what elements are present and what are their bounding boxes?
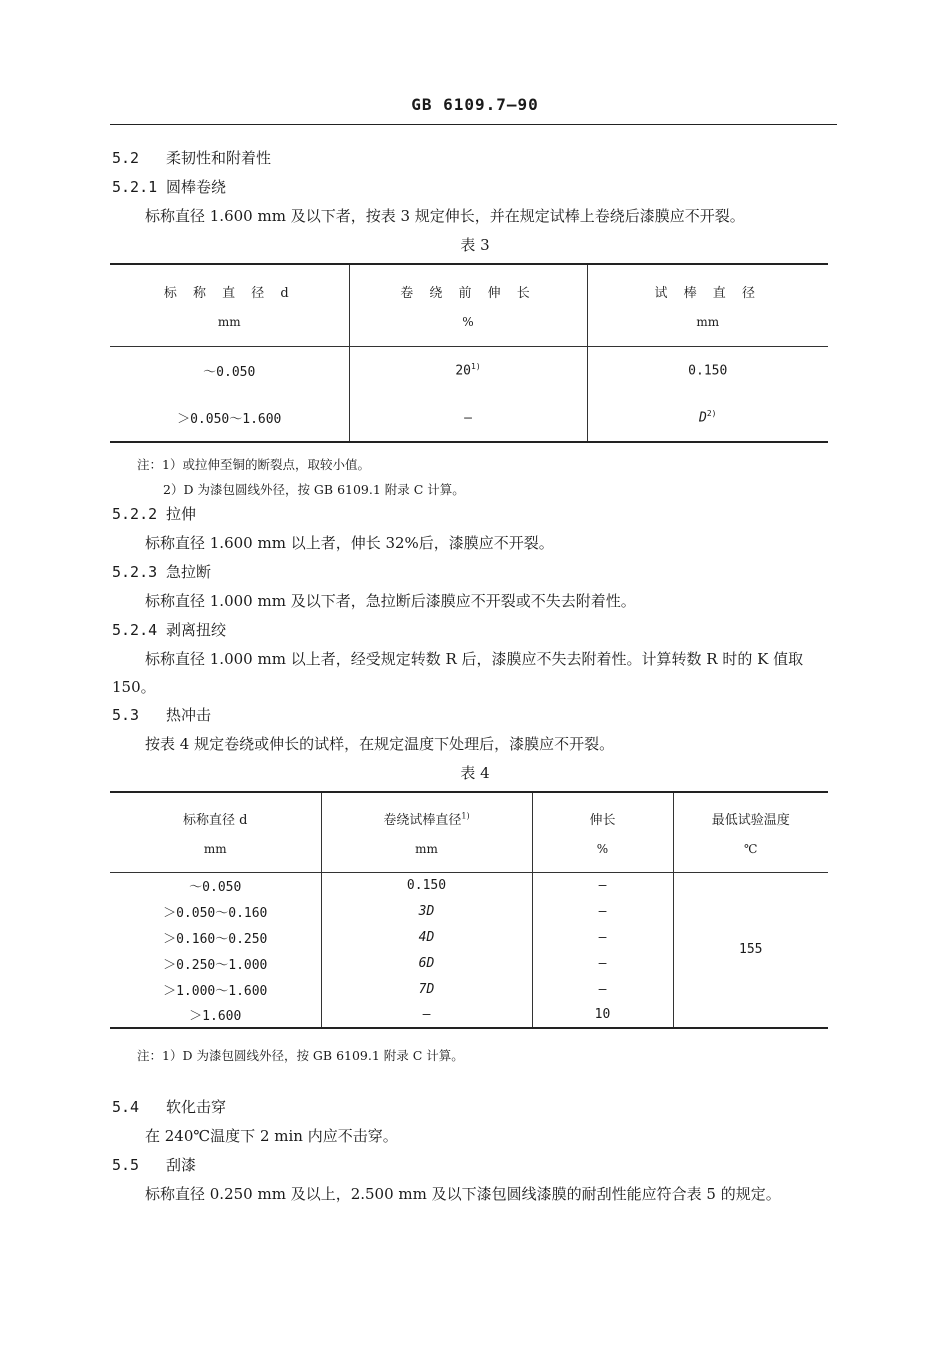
temperature-cell: 155 bbox=[673, 872, 828, 1028]
section-title: 圆棒卷绕 bbox=[166, 178, 227, 196]
rod-diameter-cell: — bbox=[321, 1002, 532, 1028]
section-5-2-3 bbox=[112, 562, 211, 582]
section-5-3 bbox=[112, 705, 211, 725]
elongation-cell: — bbox=[532, 976, 673, 1002]
header-cell: 标称直径 d mm bbox=[110, 792, 321, 872]
table-3-note-1: 注：1）或拉伸至铜的断裂点，取较小值。 bbox=[137, 457, 370, 472]
table-4-note: 注：1）D 为漆包圆线外径，按 GB 6109.1 附录 C 计算。 bbox=[137, 1048, 464, 1063]
elongation-cell: — bbox=[532, 898, 673, 924]
diameter-cell: ＞1.600 bbox=[189, 1009, 242, 1024]
rod-diameter-cell: 0.150 bbox=[321, 872, 532, 898]
section-5-3-text: 按表 4 规定卷绕或伸长的试样，在规定温度下处理后，漆膜应不开裂。 bbox=[145, 735, 615, 753]
section-5-2-3-text: 标称直径 1.000 mm 及以下者，急拉断后漆膜应不开裂或不失去附着性。 bbox=[145, 592, 636, 610]
standard-code-header: GB 6109.7—90 bbox=[411, 95, 539, 114]
table-row bbox=[110, 346, 828, 394]
table-4-caption: 表 4 bbox=[460, 764, 490, 782]
rod-diameter-cell: 4D bbox=[321, 924, 532, 950]
section-title: 软化击穿 bbox=[166, 1098, 227, 1116]
elongation-cell: 20$^{1)}$ bbox=[349, 346, 587, 394]
section-number: 5.2.3 bbox=[112, 563, 158, 581]
section-5-2-4-text-cont: 150。 bbox=[112, 678, 156, 696]
header-cell: 最低试验温度 ℃ bbox=[673, 792, 828, 872]
section-5-5-text: 标称直径 0.250 mm 及以上，2.500 mm 及以下漆包圆线漆膜的耐刮性能应符合表 5 的规定。 bbox=[145, 1185, 781, 1203]
header-cell: 标 称 直 径 d mm bbox=[110, 264, 349, 346]
table-3 bbox=[110, 263, 828, 443]
elongation-cell: — bbox=[532, 950, 673, 976]
table-row bbox=[110, 872, 828, 898]
section-number: 5.2 bbox=[112, 149, 140, 167]
header-rule bbox=[110, 124, 837, 125]
section-5-4 bbox=[112, 1097, 226, 1117]
section-5-2-2-text: 标称直径 1.600 mm 以上者，伸长 32%后，漆膜应不开裂。 bbox=[145, 534, 554, 552]
section-5-5 bbox=[112, 1155, 196, 1175]
section-title: 剥离扭绞 bbox=[166, 621, 227, 639]
diameter-cell: ～0.050 bbox=[189, 879, 242, 895]
diameter-cell: ＞0.050～0.160 bbox=[163, 905, 268, 921]
section-5-2-4 bbox=[112, 620, 226, 640]
rod-diameter-cell: 3D bbox=[321, 898, 532, 924]
rod-diameter-cell: 6D bbox=[321, 950, 532, 976]
header-cell: 试 棒 直 径 mm bbox=[587, 264, 828, 346]
section-5-2-1 bbox=[112, 177, 226, 197]
section-5-2-4-text: 标称直径 1.000 mm 以上者，经受规定转数 R 后，漆膜应不失去附着性。计算转数 R 时的 K 值取 bbox=[145, 650, 804, 668]
table-header-row bbox=[110, 264, 828, 346]
section-title: 刮漆 bbox=[166, 1156, 197, 1174]
table-4 bbox=[110, 791, 828, 1029]
header-cell: 伸长 % bbox=[532, 792, 673, 872]
diameter-cell: ～0.050 bbox=[203, 364, 256, 380]
header-cell: 卷 绕 前 伸 长 % bbox=[349, 264, 587, 346]
section-5-4-text: 在 240℃温度下 2 min 内应不击穿。 bbox=[145, 1127, 398, 1145]
section-title: 热冲击 bbox=[166, 706, 212, 724]
section-number: 5.2.1 bbox=[112, 178, 158, 196]
diameter-cell: ＞0.050～1.600 bbox=[177, 412, 282, 427]
section-title: 急拉断 bbox=[166, 563, 212, 581]
table-3-caption: 表 3 bbox=[460, 236, 490, 254]
header-cell: 卷绕试棒直径$^{1)}$ mm bbox=[321, 792, 532, 872]
rod-diameter-cell: 7D bbox=[321, 976, 532, 1002]
elongation-cell: — bbox=[532, 924, 673, 950]
rod-diameter-cell: 0.150 bbox=[587, 346, 828, 394]
section-5-2-1-text: 标称直径 1.600 mm 及以下者，按表 3 规定伸长，并在规定试棒上卷绕后漆膜应不开裂。 bbox=[145, 207, 745, 225]
section-number: 5.3 bbox=[112, 706, 140, 724]
section-title: 拉伸 bbox=[166, 505, 197, 523]
section-5-2 bbox=[112, 148, 271, 168]
table-3-note-2: 2）D 为漆包圆线外径，按 GB 6109.1 附录 C 计算。 bbox=[163, 482, 465, 497]
section-number: 5.4 bbox=[112, 1098, 140, 1116]
table-row bbox=[110, 394, 828, 442]
section-5-2-2 bbox=[112, 504, 196, 524]
diameter-cell: ＞0.160～0.250 bbox=[163, 931, 268, 947]
section-number: 5.2.4 bbox=[112, 621, 158, 639]
section-title: 柔韧性和附着性 bbox=[166, 149, 272, 167]
elongation-cell: — bbox=[532, 872, 673, 898]
table-header-row bbox=[110, 792, 828, 872]
rod-diameter-cell: $D^{2)}$ bbox=[587, 394, 828, 442]
section-number: 5.5 bbox=[112, 1156, 140, 1174]
elongation-cell: 10 bbox=[532, 1002, 673, 1028]
elongation-cell: — bbox=[349, 394, 587, 442]
diameter-cell: ＞0.250～1.000 bbox=[163, 957, 268, 973]
diameter-cell: ＞1.000～1.600 bbox=[163, 983, 268, 999]
section-number: 5.2.2 bbox=[112, 505, 158, 523]
